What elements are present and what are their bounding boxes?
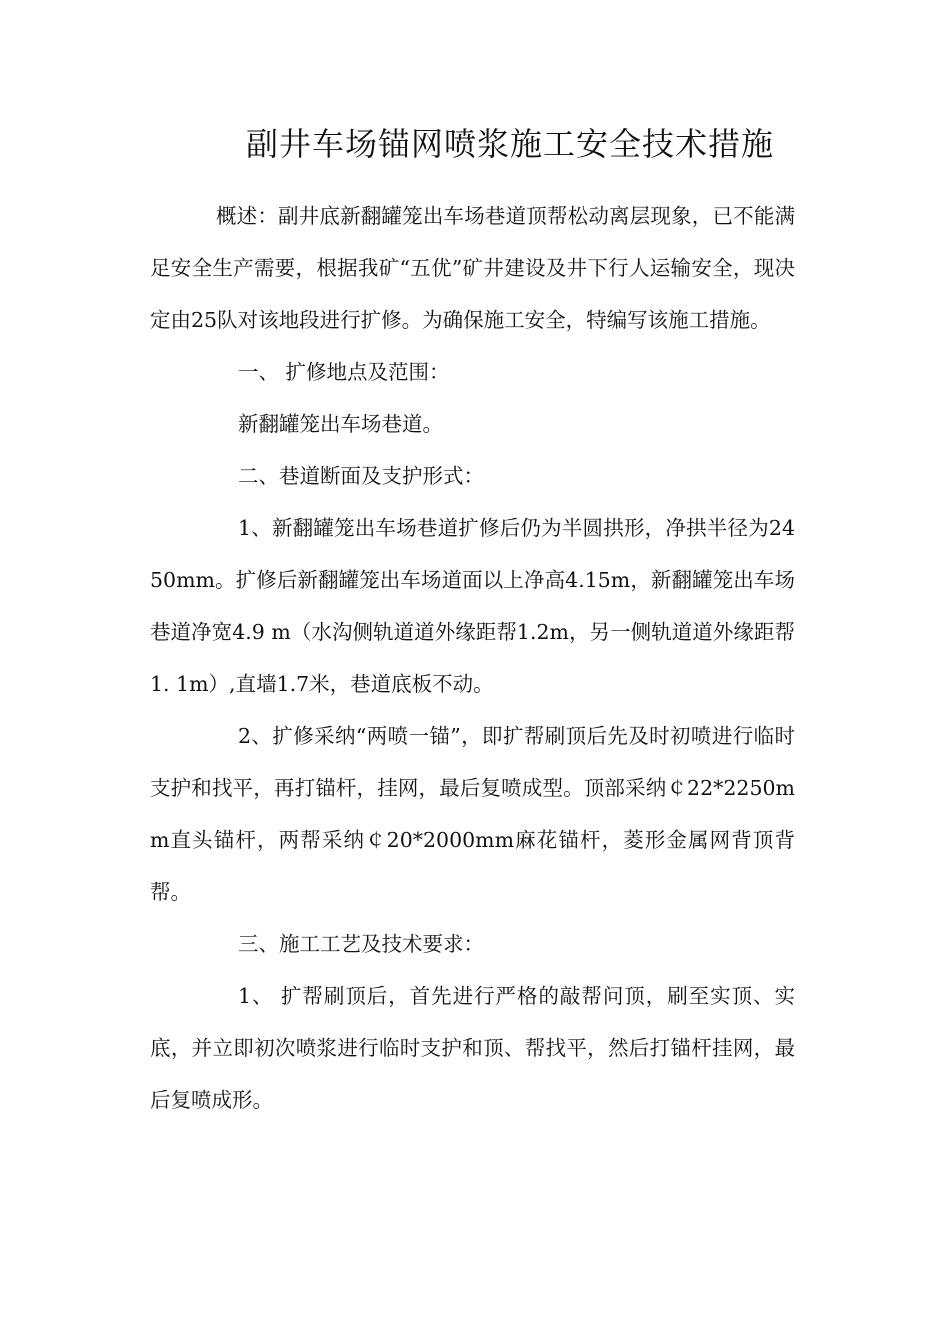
document-body (150, 190, 795, 1126)
section-1-heading: 一、 扩修地点及范围： (238, 360, 450, 384)
document-title: 副井车场锚网喷浆施工安全技术措施 (245, 125, 774, 163)
section-1-text: 新翻罐笼出车场巷道。 (238, 412, 443, 436)
overview-paragraph: 概述：副井底新翻罐笼出车场巷道顶帮松动离层现象，已不能满足安全生产需要，根据我矿“五优”矿井建设及井下行人运输安全，现决定由25队对该地段进行扩修。为确保施工安全，特编写该施工措施。 (150, 204, 795, 332)
section-3-item-1: 1、 扩帮刷顶后，首先进行严格的敲帮问顶，刷至实顶、实底，并立即初次喷浆进行临时支护和顶、帮找平，然后打锚杆挂网，最后复喷成形。 (150, 984, 795, 1112)
section-3-heading: 三、施工工艺及技术要求： (238, 932, 484, 956)
section-2-item-2: 2、扩修采纳“两喷一锚”，即扩帮刷顶后先及时初喷进行临时支护和找平，再打锚杆，挂网，最后复喷成型。顶部采纳￠22*2250mm直头锚杆，两帮采纳￠20*2000mm麻花锚杆，菱形金属网背顶背帮。 (150, 724, 795, 904)
section-2-item-1: 1、新翻罐笼出车场巷道扩修后仍为半圆拱形，净拱半径为2450mm。扩修后新翻罐笼出车场道面以上净高4.15m，新翻罐笼出车场巷道净宽4.9 m（水沟侧轨道道外缘距帮1.2m，另一侧轨道道外缘距帮1. 1m）,直墙1.7米，巷道底板不动。 (150, 516, 795, 696)
section-2-heading: 二、巷道断面及支护形式： (238, 464, 484, 488)
